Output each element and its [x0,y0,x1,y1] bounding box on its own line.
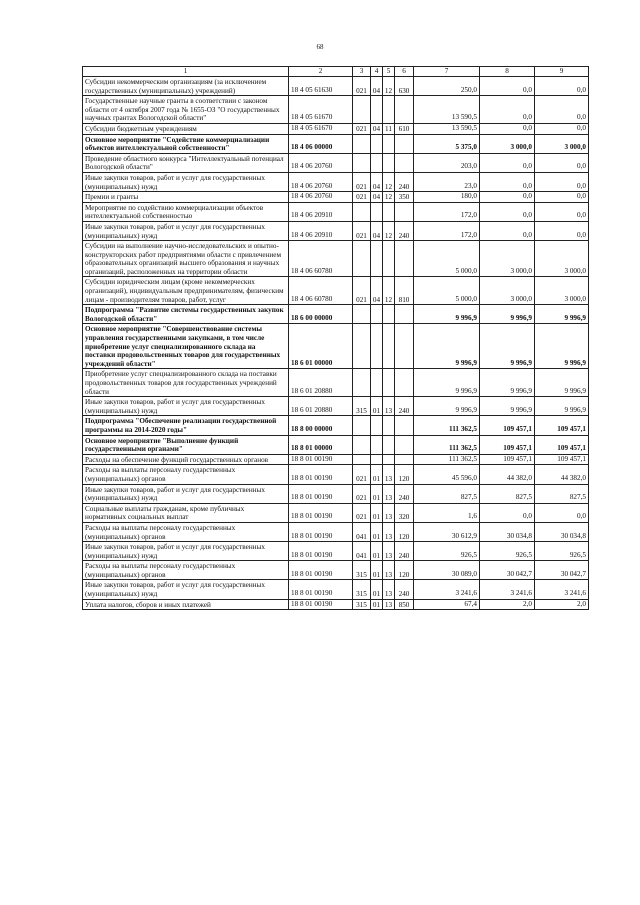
row-name-cell: Расходы на обеспечение функций государственных органов [83,454,289,465]
amount-cell: 0,0 [535,221,589,240]
subsection-cell [383,435,395,454]
table-row [83,369,589,397]
section-cell [371,134,383,153]
department-cell [353,324,371,369]
amount-cell: 0,0 [535,503,589,522]
section-cell: 01 [371,561,383,580]
table-row [83,241,589,277]
amount-cell: 67,4 [414,599,480,610]
target-article-cell: 18 4 06 00000 [289,134,353,153]
column-number-row [83,67,589,77]
target-article-cell: 18 8 01 00190 [289,522,353,541]
expense-type-cell [395,153,414,172]
amount-cell: 3 000,0 [480,134,535,153]
expense-type-cell: 240 [395,580,414,599]
row-name-cell: Проведение областного конкурса "Интеллектуальный потенциал Вологодской области" [83,153,289,172]
amount-cell: 9 996,9 [535,397,589,416]
amount-cell: 109 457,1 [480,454,535,465]
amount-cell: 0,0 [480,153,535,172]
department-cell: 021 [353,192,371,203]
department-cell [353,454,371,465]
section-cell: 04 [371,277,383,305]
subsection-cell: 13 [383,397,395,416]
department-cell: 021 [353,123,371,134]
column-header: 4 [371,67,383,77]
subsection-cell: 13 [383,484,395,503]
expense-type-cell [395,416,414,435]
department-cell [353,416,371,435]
table-row [83,202,589,221]
department-cell: 021 [353,172,371,191]
column-header: 5 [383,67,395,77]
amount-cell: 9 996,9 [480,305,535,324]
amount-cell: 9 996,9 [535,369,589,397]
amount-cell: 9 996,9 [535,324,589,369]
table-row [83,397,589,416]
expense-type-cell: 240 [395,221,414,240]
row-name-cell: Субсидии юридическим лицам (кроме некоммерческих организаций), индивидуальным предпринимателям, физическим лицам - производителям товаров, работ, услуг [83,277,289,305]
department-cell: 041 [353,542,371,561]
target-article-cell: 18 4 06 20760 [289,153,353,172]
amount-cell: 30 034,8 [480,522,535,541]
expense-type-cell [395,202,414,221]
row-name-cell: Мероприятие по содействию коммерциализации объектов интеллектуальной собственностью [83,202,289,221]
section-cell [371,96,383,124]
amount-cell: 111 362,5 [414,435,480,454]
target-article-cell: 18 4 05 61630 [289,77,353,96]
amount-cell: 0,0 [480,77,535,96]
row-name-cell: Иные закупки товаров, работ и услуг для государственных (муниципальных) нужд [83,484,289,503]
amount-cell: 9 996,9 [480,369,535,397]
department-cell: 021 [353,221,371,240]
target-article-cell: 18 6 01 00000 [289,324,353,369]
amount-cell: 3 241,6 [414,580,480,599]
section-cell: 04 [371,192,383,203]
subsection-cell [383,202,395,221]
row-name-cell: Расходы на выплаты персоналу государственных (муниципальных) органов [83,522,289,541]
expense-type-cell: 850 [395,599,414,610]
target-article-cell: 18 6 01 20880 [289,369,353,397]
amount-cell: 13 590,5 [414,123,480,134]
table-row [83,134,589,153]
subsection-cell [383,416,395,435]
amount-cell: 109 457,1 [535,416,589,435]
amount-cell: 926,5 [414,542,480,561]
amount-cell: 30 034,8 [535,522,589,541]
row-name-cell: Премии и гранты [83,192,289,203]
amount-cell: 172,0 [414,202,480,221]
department-cell: 021 [353,484,371,503]
expense-type-cell: 350 [395,192,414,203]
row-name-cell: Иные закупки товаров, работ и услуг для государственных (муниципальных) нужд [83,580,289,599]
section-cell [371,454,383,465]
expense-type-cell [395,96,414,124]
column-header: 6 [395,67,414,77]
target-article-cell: 18 4 06 60780 [289,277,353,305]
table-row [83,305,589,324]
section-cell [371,305,383,324]
amount-cell: 3 000,0 [480,277,535,305]
department-cell [353,369,371,397]
table-row [83,277,589,305]
amount-cell: 109 457,1 [535,454,589,465]
expense-type-cell: 610 [395,123,414,134]
subsection-cell: 13 [383,522,395,541]
amount-cell: 44 382,0 [535,465,589,484]
table-row [83,599,589,610]
department-cell [353,435,371,454]
target-article-cell: 18 4 06 20760 [289,192,353,203]
expense-type-cell: 810 [395,277,414,305]
budget-table-body [83,67,589,610]
subsection-cell: 12 [383,221,395,240]
row-name-cell: Социальные выплаты гражданам, кроме публичных нормативных социальных выплат [83,503,289,522]
expense-type-cell: 240 [395,484,414,503]
expense-type-cell [395,324,414,369]
table-row [83,435,589,454]
section-cell: 01 [371,397,383,416]
column-header: 3 [353,67,371,77]
row-name-cell: Субсидии бюджетным учреждениям [83,123,289,134]
amount-cell: 109 457,1 [480,435,535,454]
target-article-cell: 18 8 01 00000 [289,435,353,454]
amount-cell: 1,6 [414,503,480,522]
department-cell: 315 [353,599,371,610]
subsection-cell [383,96,395,124]
subsection-cell: 12 [383,77,395,96]
amount-cell: 9 996,9 [480,324,535,369]
column-header: 2 [289,67,353,77]
table-row [83,522,589,541]
table-row [83,454,589,465]
table-row [83,561,589,580]
target-article-cell: 18 6 01 20880 [289,397,353,416]
table-row [83,221,589,240]
expense-type-cell [395,134,414,153]
page-number: 68 [316,43,324,51]
row-name-cell: Подпрограмма "Обеспечение реализации государственной программы на 2014-2020 годы" [83,416,289,435]
table-row [83,172,589,191]
subsection-cell [383,305,395,324]
row-name-cell: Расходы на выплаты персоналу государственных (муниципальных) органов [83,465,289,484]
amount-cell: 5 000,0 [414,277,480,305]
row-name-cell: Расходы на выплаты персоналу государственных (муниципальных) органов [83,561,289,580]
department-cell [353,153,371,172]
department-cell: 315 [353,397,371,416]
amount-cell: 44 382,0 [480,465,535,484]
section-cell [371,416,383,435]
target-article-cell: 18 8 01 00190 [289,454,353,465]
subsection-cell: 13 [383,465,395,484]
row-name-cell: Субсидии некоммерческим организациям (за исключением государственных (муниципальных) учреждений) [83,77,289,96]
subsection-cell [383,241,395,277]
table-row [83,153,589,172]
subsection-cell: 12 [383,277,395,305]
table-row [83,324,589,369]
column-header: 1 [83,67,289,77]
target-article-cell: 18 8 01 00190 [289,484,353,503]
amount-cell: 0,0 [480,96,535,124]
amount-cell: 0,0 [480,172,535,191]
expense-type-cell [395,241,414,277]
amount-cell: 9 996,9 [480,397,535,416]
amount-cell: 0,0 [535,123,589,134]
expense-type-cell: 120 [395,561,414,580]
subsection-cell: 12 [383,172,395,191]
target-article-cell: 18 4 06 20760 [289,172,353,191]
amount-cell: 0,0 [535,192,589,203]
department-cell [353,96,371,124]
amount-cell: 250,0 [414,77,480,96]
expense-type-cell: 320 [395,503,414,522]
amount-cell: 0,0 [535,96,589,124]
subsection-cell [383,369,395,397]
amount-cell: 0,0 [535,153,589,172]
subsection-cell: 13 [383,580,395,599]
expense-type-cell [395,435,414,454]
section-cell: 01 [371,599,383,610]
department-cell: 021 [353,77,371,96]
amount-cell: 0,0 [535,202,589,221]
subsection-cell: 11 [383,123,395,134]
amount-cell: 926,5 [535,542,589,561]
department-cell: 315 [353,580,371,599]
amount-cell: 109 457,1 [535,435,589,454]
section-cell: 01 [371,465,383,484]
table-row [83,542,589,561]
row-name-cell: Иные закупки товаров, работ и услуг для государственных (муниципальных) нужд [83,542,289,561]
table-row [83,484,589,503]
amount-cell: 9 996,9 [414,369,480,397]
target-article-cell: 18 8 00 00000 [289,416,353,435]
section-cell [371,241,383,277]
expense-type-cell: 120 [395,465,414,484]
expense-type-cell: 120 [395,522,414,541]
section-cell: 01 [371,522,383,541]
target-article-cell: 18 8 01 00190 [289,580,353,599]
amount-cell: 0,0 [480,202,535,221]
budget-table [82,66,589,610]
table-row [83,192,589,203]
subsection-cell [383,454,395,465]
amount-cell: 0,0 [480,503,535,522]
amount-cell: 0,0 [480,221,535,240]
amount-cell: 172,0 [414,221,480,240]
amount-cell: 3 241,6 [535,580,589,599]
section-cell [371,369,383,397]
amount-cell: 5 000,0 [414,241,480,277]
target-article-cell: 18 8 01 00190 [289,503,353,522]
subsection-cell [383,153,395,172]
section-cell [371,153,383,172]
target-article-cell: 18 4 05 61670 [289,123,353,134]
amount-cell: 111 362,5 [414,416,480,435]
section-cell: 04 [371,77,383,96]
expense-type-cell [395,369,414,397]
row-name-cell: Подпрограмма "Развитие системы государственных закупок Вологодской области" [83,305,289,324]
section-cell: 01 [371,542,383,561]
section-cell: 04 [371,123,383,134]
department-cell: 021 [353,465,371,484]
amount-cell: 109 457,1 [480,416,535,435]
subsection-cell: 12 [383,192,395,203]
amount-cell: 2,0 [480,599,535,610]
amount-cell: 13 590,5 [414,96,480,124]
row-name-cell: Субсидии на выполнение научно-исследовательских и опытно-конструкторских работ предприятиями области с привлечением образовательных организаций высшего образования и научных организаций, расположенных на территории области [83,241,289,277]
section-cell: 01 [371,503,383,522]
row-name-cell: Основное мероприятие "Совершенствование системы управления государственными закупками, в том числе приобретение услуг специализированного склада на поставки продовольственных товаров для государственных учреждений области" [83,324,289,369]
column-header: 9 [535,67,589,77]
amount-cell: 23,0 [414,172,480,191]
amount-cell: 30 612,9 [414,522,480,541]
expense-type-cell: 240 [395,397,414,416]
amount-cell: 3 000,0 [535,241,589,277]
section-cell [371,435,383,454]
row-name-cell: Иные закупки товаров, работ и услуг для государственных (муниципальных) нужд [83,221,289,240]
expense-type-cell: 240 [395,172,414,191]
target-article-cell: 18 4 06 20910 [289,221,353,240]
department-cell: 315 [353,561,371,580]
amount-cell: 0,0 [480,192,535,203]
amount-cell: 827,5 [414,484,480,503]
amount-cell: 180,0 [414,192,480,203]
amount-cell: 926,5 [480,542,535,561]
amount-cell: 0,0 [535,172,589,191]
department-cell [353,134,371,153]
amount-cell: 0,0 [480,123,535,134]
table-row [83,77,589,96]
amount-cell: 3 000,0 [535,134,589,153]
amount-cell: 203,0 [414,153,480,172]
amount-cell: 3 000,0 [535,277,589,305]
section-cell: 01 [371,484,383,503]
table-row [83,123,589,134]
row-name-cell: Иные закупки товаров, работ и услуг для государственных (муниципальных) нужд [83,397,289,416]
amount-cell: 2,0 [535,599,589,610]
amount-cell: 111 362,5 [414,454,480,465]
department-cell [353,305,371,324]
row-name-cell: Иные закупки товаров, работ и услуг для государственных (муниципальных) нужд [83,172,289,191]
section-cell [371,202,383,221]
target-article-cell: 18 8 01 00190 [289,561,353,580]
amount-cell: 3 241,6 [480,580,535,599]
amount-cell: 3 000,0 [480,241,535,277]
column-header: 7 [414,67,480,77]
row-name-cell: Основное мероприятие "Содействие коммерциализации объектов интеллектуальной собственности" [83,134,289,153]
row-name-cell: Государственные научные гранты в соответствии с законом области от 4 октября 2007 года № 1655-ОЗ "О государственных научных грантах Вологодской области" [83,96,289,124]
subsection-cell: 13 [383,599,395,610]
target-article-cell: 18 4 06 20910 [289,202,353,221]
expense-type-cell: 240 [395,542,414,561]
target-article-cell: 18 8 01 00190 [289,542,353,561]
section-cell: 01 [371,580,383,599]
subsection-cell [383,134,395,153]
table-row [83,580,589,599]
table-row [83,503,589,522]
subsection-cell: 13 [383,561,395,580]
section-cell: 04 [371,172,383,191]
expense-type-cell: 630 [395,77,414,96]
section-cell: 04 [371,221,383,240]
amount-cell: 30 042,7 [535,561,589,580]
amount-cell: 9 996,9 [414,324,480,369]
amount-cell: 5 375,0 [414,134,480,153]
amount-cell: 827,5 [480,484,535,503]
row-name-cell: Уплата налогов, сборов и иных платежей [83,599,289,610]
department-cell: 041 [353,522,371,541]
department-cell [353,241,371,277]
amount-cell: 9 996,9 [535,305,589,324]
target-article-cell: 18 4 06 60780 [289,241,353,277]
subsection-cell: 13 [383,503,395,522]
target-article-cell: 18 4 05 61670 [289,96,353,124]
department-cell [353,202,371,221]
row-name-cell: Основное мероприятие "Выполнение функций государственными органами" [83,435,289,454]
expense-type-cell [395,305,414,324]
department-cell: 021 [353,503,371,522]
target-article-cell: 18 8 01 00190 [289,599,353,610]
expense-type-cell [395,454,414,465]
subsection-cell [383,324,395,369]
section-cell [371,324,383,369]
amount-cell: 30 042,7 [480,561,535,580]
table-row [83,96,589,124]
column-header: 8 [480,67,535,77]
amount-cell: 0,0 [535,77,589,96]
amount-cell: 45 596,0 [414,465,480,484]
target-article-cell: 18 8 01 00190 [289,465,353,484]
amount-cell: 30 089,0 [414,561,480,580]
subsection-cell: 13 [383,542,395,561]
amount-cell: 9 996,9 [414,305,480,324]
amount-cell: 9 996,9 [414,397,480,416]
department-cell: 021 [353,277,371,305]
amount-cell: 827,5 [535,484,589,503]
target-article-cell: 18 6 00 00000 [289,305,353,324]
table-row [83,416,589,435]
row-name-cell: Приобретение услуг специализированного склада на поставки продовольственных товаров для государственных учреждений области [83,369,289,397]
table-row [83,465,589,484]
